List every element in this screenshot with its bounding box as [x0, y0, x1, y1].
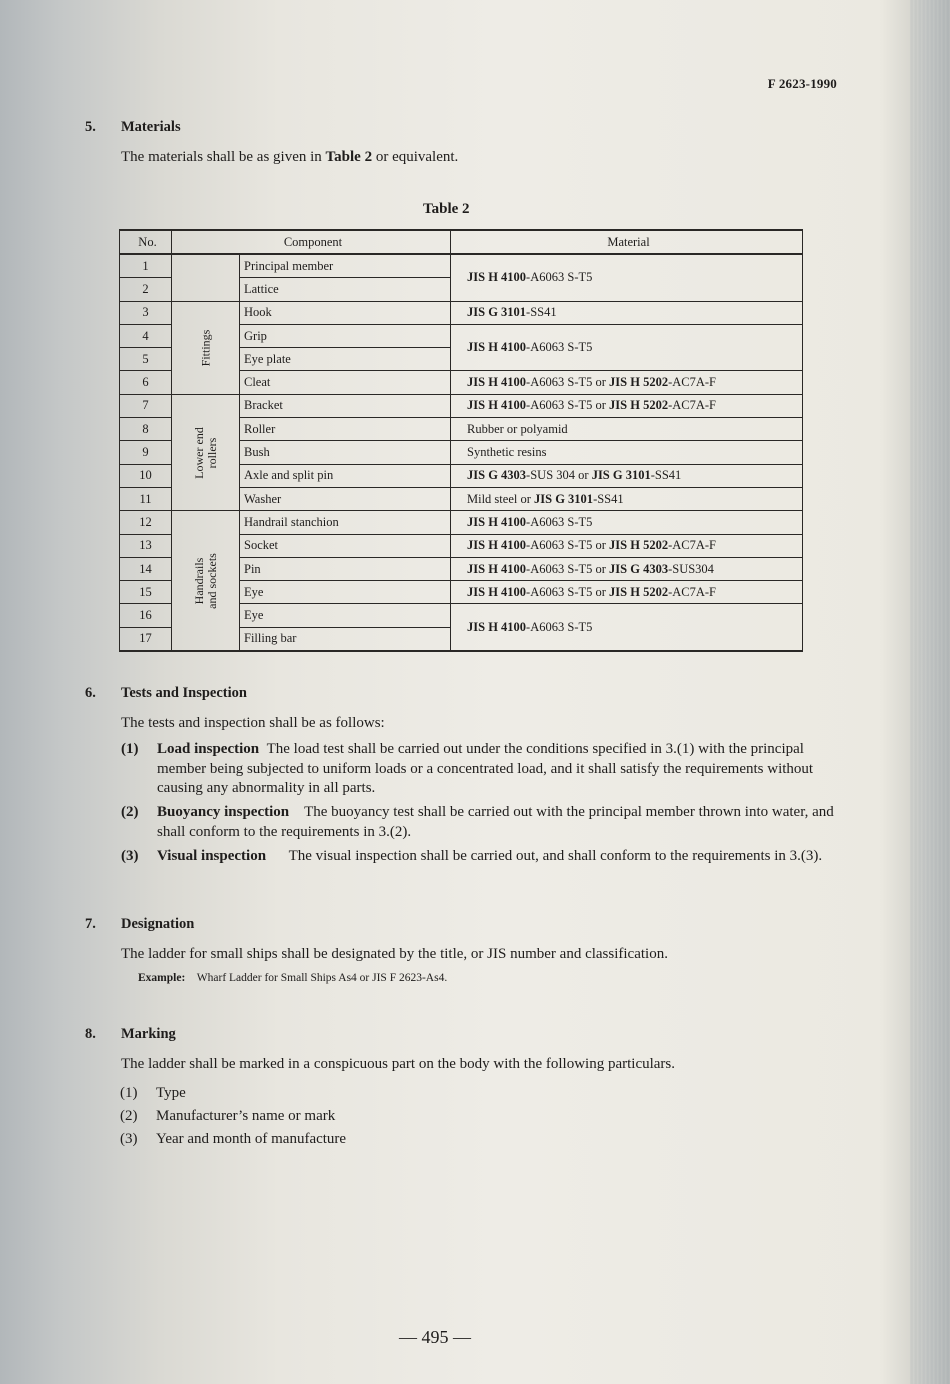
section-7-heading — [85, 916, 195, 933]
col-header-component: Component — [172, 230, 451, 254]
group-fittings: Fittings — [172, 301, 240, 394]
table-row: 7 Lower end rollers Bracket JIS H 4100-A6063 S-T5 or JIS H 5202-AC7A-F — [120, 394, 803, 417]
table-row: 11 Washer Mild steel or JIS G 3101-SS41 — [120, 487, 803, 510]
table-row: 13 Socket JIS H 4100-A6063 S-T5 or JIS H 5202-AC7A-F — [120, 534, 803, 557]
section-6-heading — [85, 685, 247, 702]
section-6-intro: The tests and inspection shall be as follows: — [121, 715, 385, 731]
col-header-material: Material — [451, 230, 803, 254]
section-5-heading — [85, 119, 181, 136]
table-row: 2 Lattice — [120, 278, 803, 301]
test-item-load: (1) Load inspection The load test shall be carried out under the conditions specified in 3.(1) with the principal member being subjected to uniform loads or a concentrated load, and it shall satisfy the requirements without causing any abnormality in all parts. — [121, 741, 814, 796]
section-8-text: The ladder shall be marked in a conspicuous part on the body with the following particulars. — [121, 1056, 676, 1072]
section-number: 8. — [85, 1026, 96, 1042]
group-lower-end-rollers: Lower end rollers — [172, 394, 240, 510]
table-row: 8 Roller Rubber or polyamid — [120, 418, 803, 441]
test-item-buoyancy: (2) Buoyancy inspection The buoyancy test shall be carried out with the principal member thrown into water, and shall conform to the requirements in 3.(2). — [121, 804, 834, 840]
table-row: 1 Principal member JIS H 4100-A6063 S-T5 — [120, 254, 803, 278]
section-number: 6. — [85, 685, 96, 701]
section-title: Materials — [121, 119, 181, 135]
section-7-text: The ladder for small ships shall be designated by the title, or JIS number and classification. — [121, 946, 668, 962]
marking-item: (2) Manufacturer’s name or mark — [120, 1108, 336, 1124]
table-row: 4 Grip JIS H 4100-A6063 S-T5 — [120, 324, 803, 347]
table-reference: Table 2 — [325, 149, 373, 165]
section-number: 7. — [85, 916, 96, 932]
table-row: 17 Filling bar — [120, 627, 803, 651]
table-row: 12 Handrails and sockets Handrail stanchion JIS H 4100-A6063 S-T5 — [120, 511, 803, 534]
item-label: Visual inspection — [157, 848, 267, 864]
col-header-no: No. — [120, 230, 172, 254]
table-row: 6 Cleat JIS H 4100-A6063 S-T5 or JIS H 5202-AC7A-F — [120, 371, 803, 394]
marking-item: (3) Year and month of manufacture — [120, 1131, 347, 1147]
section-number: 5. — [85, 119, 96, 135]
item-label: Buoyancy inspection — [157, 804, 290, 820]
table-row: 3 Fittings Hook JIS G 3101-SS41 — [120, 301, 803, 324]
section-5-text: The materials shall be as given in Table 2 or equivalent. — [121, 149, 459, 165]
page-number: — 495 — — [399, 1327, 471, 1347]
section-8-heading — [85, 1026, 176, 1043]
table-row: 14 Pin JIS H 4100-A6063 S-T5 or JIS G 4303-SUS304 — [120, 557, 803, 580]
table-row: 10 Axle and split pin JIS G 4303-SUS 304 or JIS G 3101-SS41 — [120, 464, 803, 487]
table-row: 9 Bush Synthetic resins — [120, 441, 803, 464]
table-caption: Table 2 — [423, 201, 470, 217]
table-header-row — [120, 230, 803, 254]
section-title: Tests and Inspection — [121, 685, 247, 701]
test-item-visual: (3) Visual inspection The visual inspection shall be carried out, and shall conform to the requirements in 3.(3). — [121, 848, 823, 864]
section-title: Designation — [121, 916, 195, 932]
table-row: 5 Eye plate — [120, 348, 803, 371]
book-spine-edge — [910, 0, 950, 1384]
table-row: 15 Eye JIS H 4100-A6063 S-T5 or JIS H 5202-AC7A-F — [120, 581, 803, 604]
table-row: 16 Eye JIS H 4100-A6063 S-T5 — [120, 604, 803, 627]
item-label: Load inspection — [157, 741, 260, 757]
materials-table — [119, 229, 803, 652]
designation-example: Example: Wharf Ladder for Small Ships As4 or JIS F 2623-As4. — [138, 972, 448, 984]
marking-item: (1) Type — [120, 1085, 186, 1101]
group-handrails-sockets: Handrails and sockets — [172, 511, 240, 651]
standard-id: F 2623-1990 — [767, 76, 837, 91]
section-title: Marking — [121, 1026, 176, 1042]
